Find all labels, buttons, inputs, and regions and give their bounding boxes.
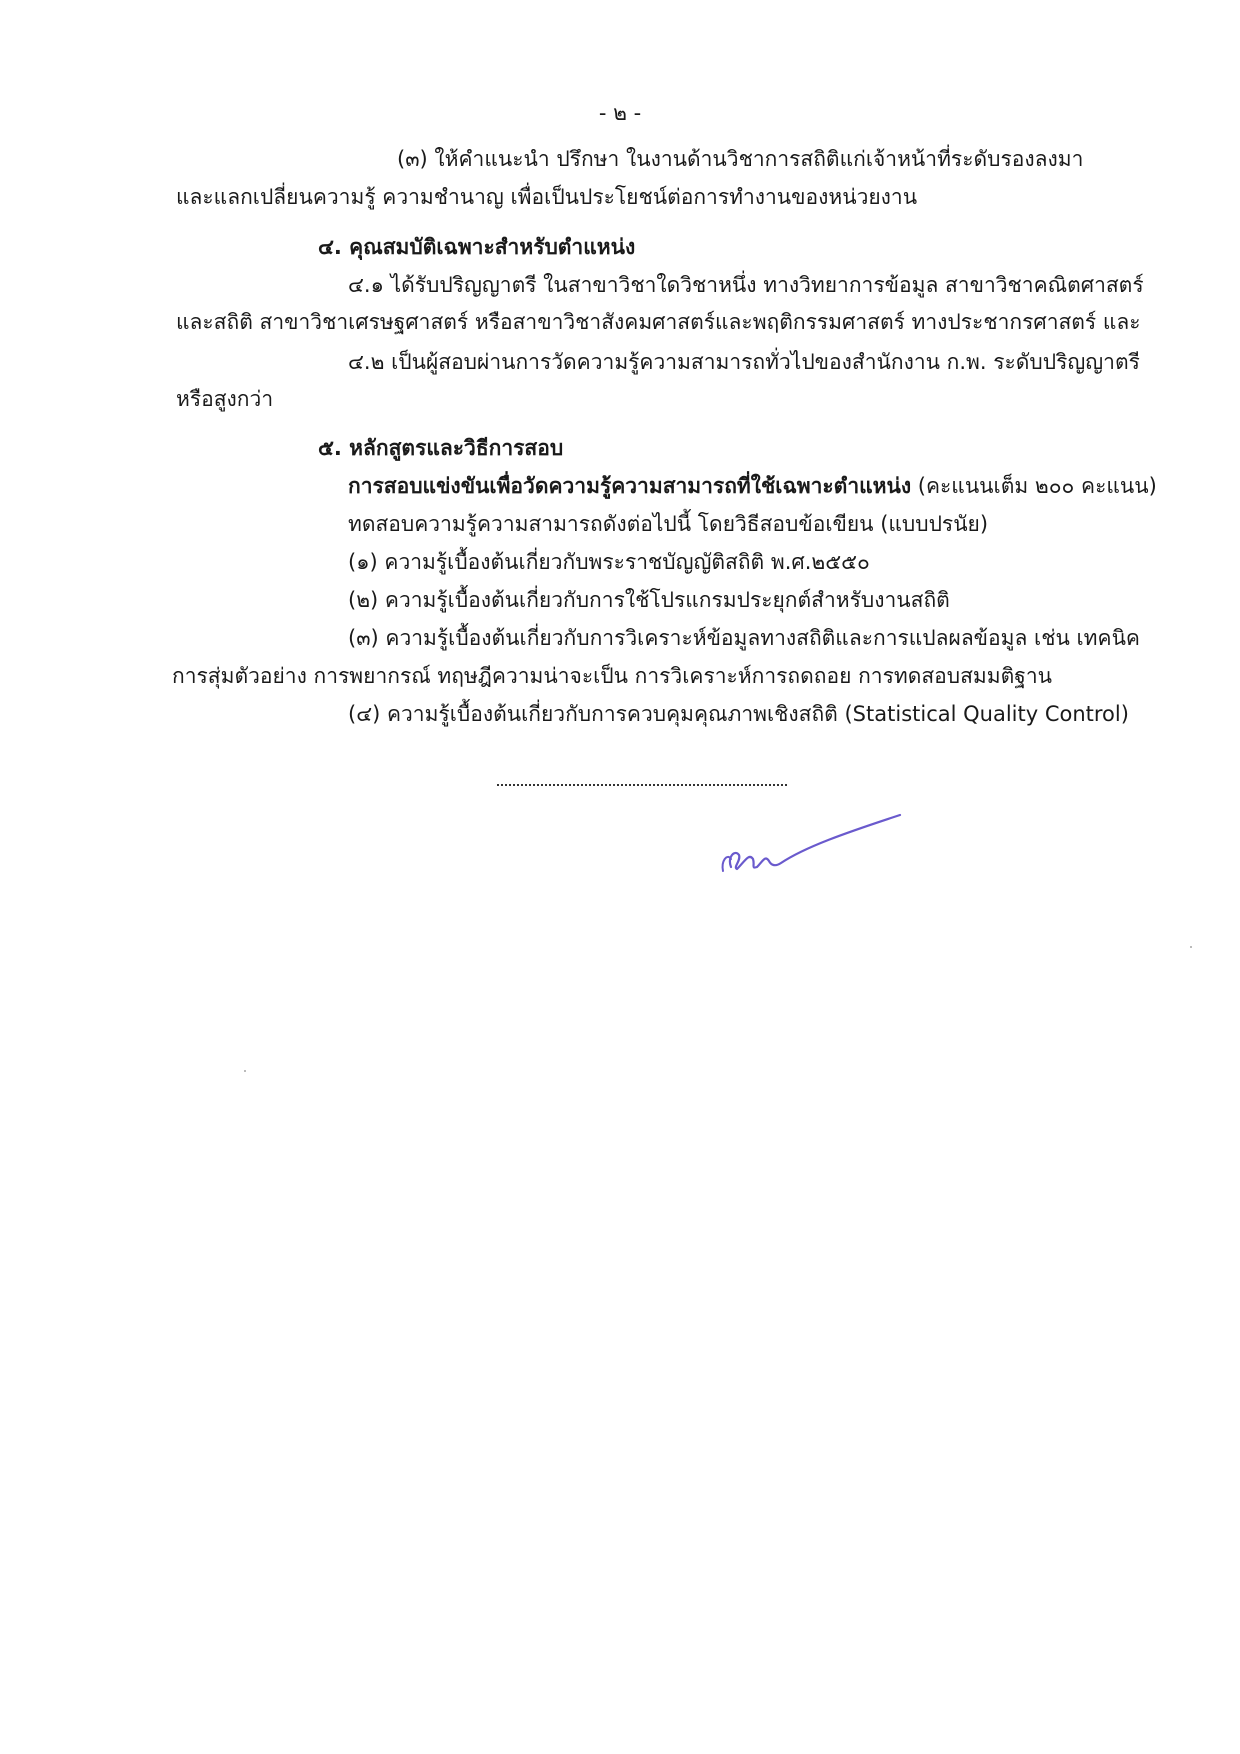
scan-speck bbox=[244, 1070, 246, 1072]
page-number: - ๒ - bbox=[598, 101, 642, 125]
section5-item1: (๑) ความรู้เบื้องต้นเกี่ยวกับพระราชบัญญัติสถิติ พ.ศ.๒๕๕๐ bbox=[348, 550, 870, 574]
section4-item1-line2: และสถิติ สาขาวิชาเศรษฐศาสตร์ หรือสาขาวิชาสังคมศาสตร์และพฤติกรรมศาสตร์ ทางประชากรศาสตร์ และ bbox=[176, 310, 1141, 334]
exam-title-bold: การสอบแข่งขันเพื่อวัดความรู้ความสามารถที่ใช้เฉพาะตำแหน่ง bbox=[348, 474, 912, 498]
section4-item2-line2: หรือสูงกว่า bbox=[176, 387, 274, 411]
section5-item3-line2: การสุ่มตัวอย่าง การพยากรณ์ ทฤษฎีความน่าจะเป็น การวิเคราะห์การถดถอย การทดสอบสมมติฐาน bbox=[172, 664, 1052, 688]
scan-speck bbox=[1190, 946, 1192, 948]
signature-stroke bbox=[730, 815, 900, 869]
section5-heading: ๕. หลักสูตรและวิธีการสอบ bbox=[318, 436, 564, 460]
section3-item3-line2: และแลกเปลี่ยนความรู้ ความชำนาญ เพื่อเป็นประโยชน์ต่อการทำงานของหน่วยงาน bbox=[176, 185, 918, 209]
section5-item3-line1: (๓) ความรู้เบื้องต้นเกี่ยวกับการวิเคราะห์ข้อมูลทางสถิติและการแปลผลข้อมูล เช่น เทคนิค bbox=[348, 626, 1140, 650]
section5-item4: (๔) ความรู้เบื้องต้นเกี่ยวกับการควบคุมคุณภาพเชิงสถิติ (Statistical Quality Control) bbox=[348, 702, 1129, 726]
section5-exam-title bbox=[348, 471, 1157, 501]
section5-item2: (๒) ความรู้เบื้องต้นเกี่ยวกับการใช้โปรแกรมประยุกต์สำหรับงานสถิติ bbox=[348, 588, 950, 612]
exam-title-score: (คะแนนเต็ม ๒๐๐ คะแนน) bbox=[911, 474, 1157, 498]
section3-item3-line1: (๓) ให้คำแนะนำ ปรึกษา ในงานด้านวิชาการสถิติแก่เจ้าหน้าที่ระดับรองลงมา bbox=[397, 147, 1084, 171]
signature bbox=[715, 805, 915, 885]
section4-item2-line1: ๔.๒ เป็นผู้สอบผ่านการวัดความรู้ความสามารถทั่วไปของสำนักงาน ก.พ. ระดับปริญญาตรี bbox=[348, 350, 1140, 374]
section4-heading: ๔. คุณสมบัติเฉพาะสำหรับตำแหน่ง bbox=[318, 235, 636, 259]
section5-intro: ทดสอบความรู้ความสามารถดังต่อไปนี้ โดยวิธีสอบข้อเขียน (แบบปรนัย) bbox=[348, 512, 989, 536]
section4-item1-line1: ๔.๑ ได้รับปริญญาตรี ในสาขาวิชาใดวิชาหนึ่ง ทางวิทยาการข้อมูล สาขาวิชาคณิตศาสตร์ bbox=[348, 273, 1144, 297]
dotted-separator bbox=[497, 784, 787, 786]
